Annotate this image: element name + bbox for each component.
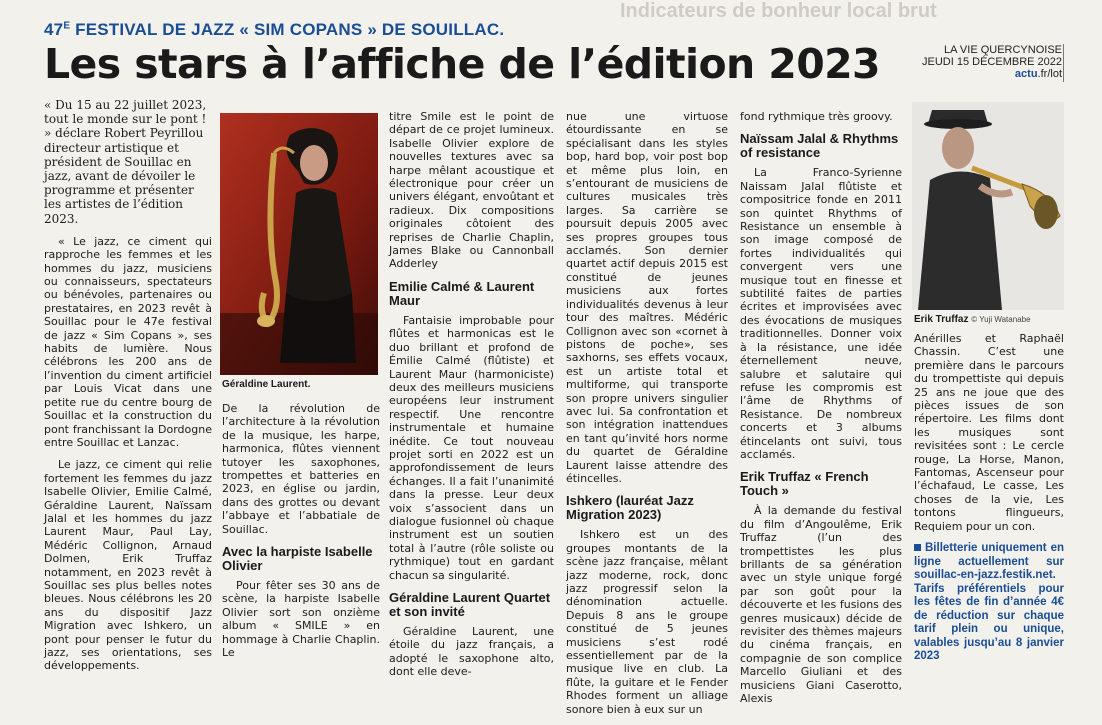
- section-heading: Avec la harpiste Isabelle Olivier: [222, 544, 373, 574]
- lead-paragraph: « Du 15 au 22 juillet 2023, tout le monde sur le pont ! » déclare Robert Peyrillou directeur artistique et président de Souillac en jazz, avant de dévoiler le programme et présenter les artistes de l’édition 2023.: [44, 98, 207, 226]
- dateline: [922, 44, 1062, 80]
- photo-caption: Géraldine Laurent.: [222, 379, 311, 390]
- ticketing-info: Billetterie uniquement en ligne actuellement sur souillac-en-jazz.festik.net. Tarifs préférentiels pour les fêtes de fin d’année 4€ de réduction sur chaque tarif plein ou unique, valables jusqu’au 8 janvier 2023: [914, 542, 1064, 663]
- article-paragraph: Géraldine Laurent, une étoile du jazz français, a adopté le saxophone alto, dont elle deve-: [389, 625, 554, 679]
- section-heading: Ishkero (lauréat Jazz Migration 2023): [566, 493, 694, 523]
- article-paragraph: « Le jazz, ce ciment qui rapproche les femmes et les hommes du jazz, musiciens ou connaisseurs, spectateurs ou bénévoles, partenaires ou prestataires, en 2023 revêt à Souillac pour le 47e festival de jazz « Sim Copans », ses habits de lumière. Nous célébrons les 200 ans de l’invention du ciment artificiel par Louis Vicat dans une petite rue du centre bourg de Souillac et la construction du pont franchissant la Dordogne entre Souillac et Lanzac.: [44, 234, 212, 449]
- photo-credit: © Yuji Watanabe: [971, 315, 1031, 324]
- article-paragraph: La Franco-Syrienne Naissam Jalal flûtiste et compositrice fonde en 2011 son quintet Rhythms of Resistance un ensemble à son image composé de fortes individualités qui convergent vers une musique tout en finesse et subtilité faites de parties écrites et improvisées avec des évocations de musiques traditionnelles. Donner voix à la résistance, une idée éternellement neuve, salubre et salutaire qui refuse les compromis est l’âme de Rhythms of Resistance. De nombreux concerts et 3 albums étincelants ont suivi, tous acclamés.: [740, 166, 902, 461]
- dateline-rule: [1063, 44, 1064, 82]
- article-paragraph: fond rythmique très groovy.: [740, 110, 893, 123]
- article-paragraph: titre Smile est le point de départ de ce projet lumineux. Isabelle Olivier explore de nouvelles textures avec sa harpe mêlant acoustique et électronique pour créer un univers élégant, envoûtant et radieux. Dix compositions originales côtoient des reprises de Charlie Chaplin, James Blake ou Cannonball Adderley: [389, 110, 554, 271]
- section-heading: Erik Truffaz « French Touch »: [740, 469, 869, 499]
- column-3: [389, 110, 554, 688]
- square-bullet-icon: [914, 544, 921, 551]
- adjacent-article-heading: Indicateurs de bonheur local brut: [620, 0, 937, 20]
- column-5: [740, 110, 902, 714]
- trumpet-player-photo: [912, 102, 1064, 310]
- erik-truffaz-photo: [912, 102, 1064, 310]
- column-2: [222, 402, 380, 669]
- column-1: [44, 98, 212, 682]
- article-paragraph: Fantaisie improbable pour flûtes et harmonicas est le duo brillant et profond de Émilie Calmé (flûtiste) et Laurent Maur (harmoniciste) deux des meilleurs musiciens européens leur instrument respectif. Une rencontre instrumentale et humaine inédite. Ce tout nouveau projet sorti en 2022 est un approfondissement de leurs échanges. Il a fait l’unanimité dans la presse. Leur deux voix s’associent dans un dialogue fusionnel où chaque instrument est un soutien total à l’autre (rôle soliste ou rythmique) tout en gardant chacun sa singularité.: [389, 313, 554, 582]
- article-paragraph: nue une virtuose étourdissante en se spécialisant dans les styles bop, hard bop, voir post bop et même plus loin, en s’entourant de musiciens de cultures musicales très larges. Sa carrière se poursuit depuis 2005 avec ses propres groupes tous acclamés. Son dernier quartet actif depuis 2015 est constitué de jeunes musiciens aux fortes individualités devenus à leur tour des maîtres. Médéric Collignon avec son «cornet à pistons de poche», ses saxhorns, ses effets vocaux, est un artiste total et multiforme, qui transporte son propre univers singulier avec lui. Sa confrontation et son intégration inattendues en tant qu’invité hors norme du quartet de Géraldine Laurent laisse attendre des étincelles.: [566, 110, 728, 485]
- article-paragraph: Anérilles et Raphaël Chassin. C’est une première dans le parcours du trompettiste qui depuis 25 ans ne joue que des pièces issues de son répertoire. Les films dont les musiques sont revisitées sont : Le cercle rouge, La Horse, Manon, Fantomas, Ascenseur pour l’échafaud, Le casse, Les choses de la vie, Les tontons flingueurs, Requiem pour un con.: [914, 332, 1064, 533]
- section-heading: Naïssam Jalal & Rhythms of resistance: [740, 131, 899, 161]
- website: actu.fr/lot: [1014, 68, 1062, 80]
- newspaper-name: LA VIE QUERCYNOISE: [944, 44, 1062, 56]
- article-paragraph: De la révolution de l’architecture à la révolution de la musique, les harpe, harmonica, flûtes viennent tutoyer les saxophones, trompettes et batteries en 2023, en église ou jardin, dans des grottes ou devant l’abbaye et l’abbatiale de Souillac.: [222, 402, 380, 536]
- article-paragraph: Le jazz, ce ciment qui relie fortement les femmes du jazz Isabelle Olivier, Emilie Calmé, Géraldine Laurent, Naïssam Jalal et les hommes du jazz Laurent Maur, Paul Lay, Médéric Collignon, Arnaud Dolmen, Erik Truffaz notamment, en 2023 revêt à Souillac ses plus belles notes bleues. Nous célébrons les 20 ans du dispositif Jazz Migration avec Ishkero, un pont pour penser le futur du jazz, ses orientations, ses développements.: [44, 458, 212, 673]
- section-heading: Géraldine Laurent Quartet et son invité: [389, 590, 551, 619]
- geraldine-laurent-photo: [220, 113, 378, 375]
- kicker: $47^E$ FESTIVAL DE JAZZ « SIM COPANS » DE SOUILLAC.: [44, 20, 505, 39]
- article-paragraph: À la demande du festival du film d’Angoulême, Erik Truffaz (l’un des trompettistes les plus brillants de sa génération avec un style unique forgé par son goût pour la découverte et les fusions des genres musicaux) décide de revisiter des thèmes majeurs du cinéma français, en compagnie de son complice Marcello Giuliani et des musiciens Giani Caserotto, Alexis: [740, 504, 902, 706]
- article-paragraph: Pour fêter ses 30 ans de scène, la harpiste Isabelle Olivier sort son onzième album « SMILE » en hommage à Charlie Chaplin. Le: [222, 579, 380, 660]
- column-6: [914, 332, 1064, 673]
- publication-date: JEUDI 15 DÉCEMBRE 2022: [922, 56, 1062, 68]
- page-title: Les stars à l’affiche de l’édition 2023: [44, 40, 880, 88]
- column-4: [566, 110, 728, 725]
- article-paragraph: Ishkero est un des groupes montants de la scène jazz française, mêlant jazz moderne, rock, donc jazz progressif selon la dénomination actuelle. Depuis 8 ans le groupe constitué de 5 jeunes musiciens s’est rodé essentiellement par de la musique live en club. La flûte, la guitare et le Fender Rhodes forment un alliage sonore bien à eux sur un: [566, 528, 728, 716]
- saxophone-player-photo: [220, 113, 378, 375]
- section-heading: Emilie Calmé & Laurent Maur: [389, 278, 535, 308]
- photo-caption: Erik Truffaz © Yuji Watanabe: [914, 314, 1031, 325]
